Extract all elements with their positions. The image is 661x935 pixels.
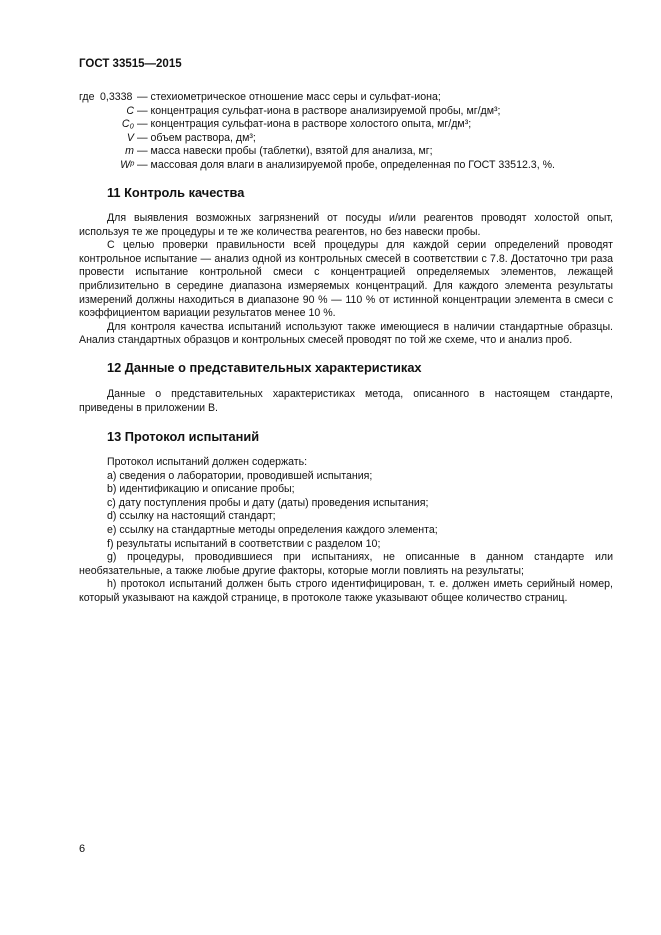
legend-text: — массовая доля влаги в анализируемой пробе, определенная по ГОСТ 33512.3, %.	[137, 158, 555, 171]
list-item: h) протокол испытаний должен быть строго идентифицирован, т. е. должен иметь серийный номер, который указывают на каждой странице, в протоколе также указывают общее количество страниц.	[79, 578, 613, 604]
legend-row	[79, 145, 619, 159]
paragraph: Для выявления возможных загрязнений от посуды и/или реагентов проводят холостой опыт, используя те же процедуры и те же количества реагентов, но без навески пробы.	[79, 212, 613, 238]
legend-symbol: m	[125, 145, 134, 158]
legend-symbol: C	[126, 104, 134, 117]
section-11-title: 11 Контроль качества	[107, 185, 245, 200]
legend-text: — концентрация сульфат-иона в растворе холостого опыта, мг/дм³;	[137, 118, 472, 131]
legend-text: — стехиометрическое отношение масс серы и сульфат-иона;	[137, 91, 441, 103]
legend-row	[79, 105, 619, 119]
document-header: ГОСТ 33515—2015	[79, 58, 182, 70]
paragraph: Данные о представительных характеристиках метода, описанного в настоящем стандарте, приведены в приложении В.	[79, 388, 613, 414]
list-item: f) результаты испытаний в соответствии с разделом 10;	[107, 537, 381, 550]
paragraph: Для контроля качества испытаний используют также имеющиеся в наличии стандартные образцы. Анализ стандартных образцов и контрольных смесей проводят по той же схеме, что и анализ проб.	[79, 320, 613, 347]
legend-text: — концентрация сульфат-иона в растворе анализируемой пробы, мг/дм³;	[137, 104, 501, 117]
paragraph: Протокол испытаний должен содержать:	[107, 456, 308, 468]
list-item: b) идентификацию и описание пробы;	[107, 483, 295, 496]
list-item: с) дату поступления пробы и дату (даты) проведения испытания;	[107, 496, 429, 509]
legend-symbol: C₀	[121, 118, 134, 131]
list-item: d) ссылку на настоящий стандарт;	[107, 510, 276, 523]
page-number: 6	[79, 843, 86, 855]
section-12-title: 12 Данные о представительных характеристиках	[107, 360, 422, 375]
formula-legend	[79, 91, 619, 173]
legend-lead: где	[79, 91, 95, 103]
legend-row	[79, 132, 619, 146]
section-13-title: 13 Протокол испытаний	[107, 429, 260, 444]
list-item: g) процедуры, проводившиеся при испытаниях, не описанные в данном стандарте или необязательные, а также любые другие факторы, которые могли повлиять на результаты;	[79, 551, 613, 577]
section-12-body	[79, 388, 613, 415]
paragraph: С целью проверки правильности всей процедуры для каждой серии определений проводят контрольное испытание — анализ одной из контрольных смесей в соответствии с 7.8. Достаточно три раза провести испытание контрольной смеси с концентрацией определяемых элементов, лежащей приблизительно в середине диапазона измеряемых концентраций. Для каждого элемента результаты измерений должны находиться в диапазоне 90 % — 110 % от истинной концентрации элемента в смеси с коэффициентом вариации результатов менее 10 %.	[79, 239, 613, 320]
legend-row	[79, 159, 619, 173]
legend-symbol: V	[126, 131, 134, 144]
legend-symbol: 0,3338	[100, 91, 133, 103]
legend-row	[79, 91, 619, 105]
legend-symbol: Wᵖ	[120, 158, 134, 171]
list-item: а) сведения о лаборатории, проводившей испытания;	[107, 469, 373, 482]
legend-text: — объем раствора, дм³;	[137, 131, 256, 144]
list-item: е) ссылку на стандартные методы определения каждого элемента;	[107, 523, 438, 536]
section-13-body	[79, 456, 613, 606]
legend-row	[79, 118, 619, 132]
section-11-body	[79, 212, 613, 348]
legend-text: — масса навески пробы (таблетки), взятой для анализа, мг;	[137, 145, 433, 158]
